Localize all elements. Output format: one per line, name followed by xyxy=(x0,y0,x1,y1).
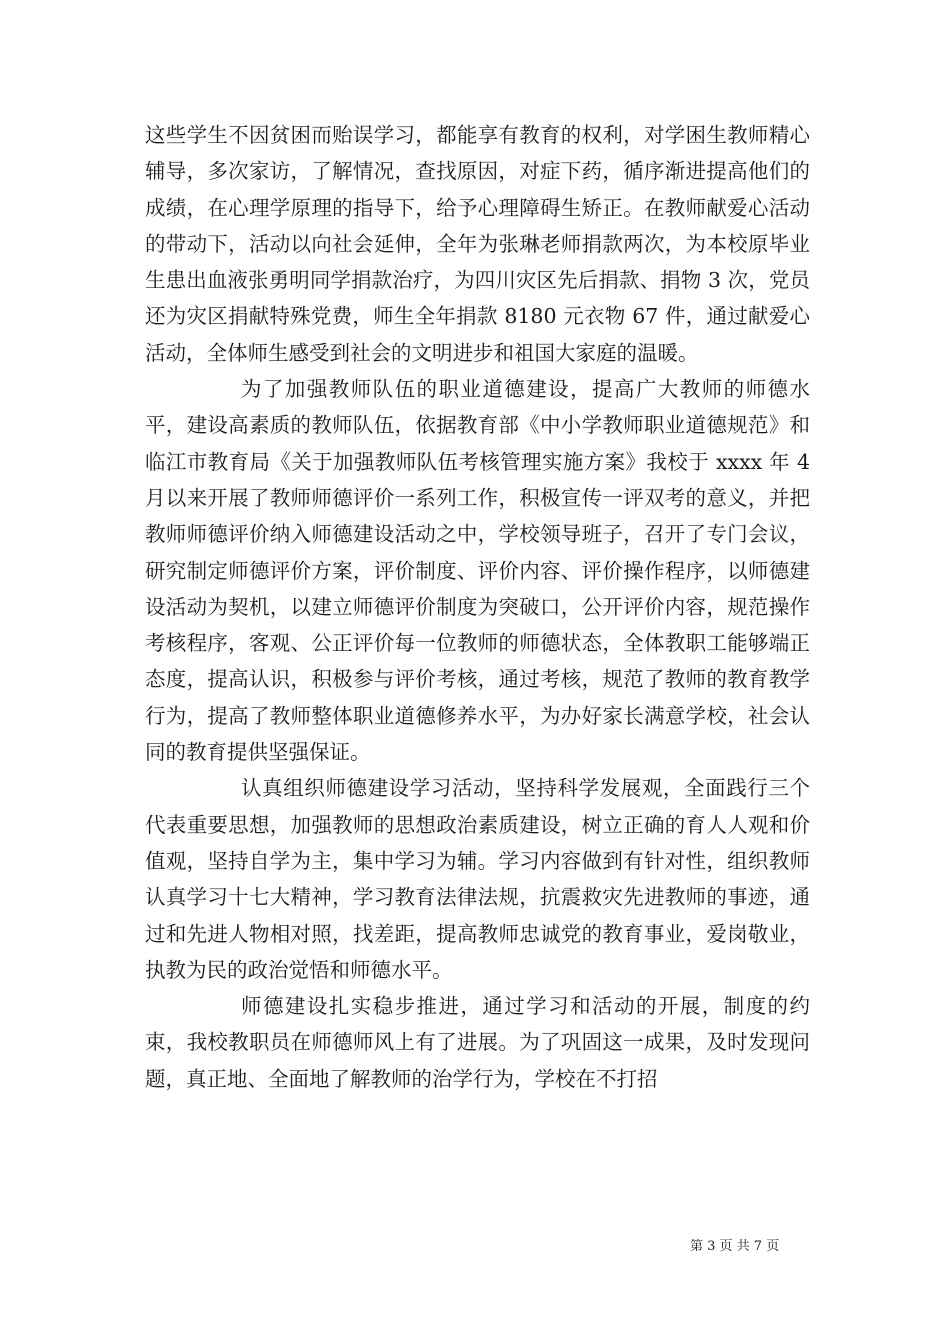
document-body xyxy=(145,117,810,1097)
paragraph-1: 这些学生不因贫困而贻误学习，都能享有教育的权利，对学困生教师精心辅导，多次家访，了解情况，查找原因，对症下药，循序渐进提高他们的成绩，在心理学原理的指导下，给予心理障碍生矫正。在教师献爱心活动的带动下，活动以向社会延伸，全年为张琳老师捐款两次，为本校原毕业生患出血液张勇明同学捐款治疗，为四川灾区先后捐款、捐物 3 次，党员还为灾区捐献特殊党费，师生全年捐款 8180 元衣物 67 件，通过献爱心活动，全体师生感受到社会的文明进步和祖国大家庭的温暖。 xyxy=(145,123,810,365)
paragraph-2: 为了加强教师队伍的职业道德建设，提高广大教师的师德水平，建设高素质的教师队伍，依据教育部《中小学教师职业道德规范》和临江市教育局《关于加强教师队伍考核管理实施方案》我校于 xxxx 年 4 月以来开展了教师师德评价一系列工作，积极宣传一评双考的意义，并把教师师德评价纳入师德建设活动之中，学校领导班子，召开了专门会议，研究制定师德评价方案，评价制度、评价内容、评价操作程序，以师德建设活动为契机，以建立师德评价制度为突破口，公开评价内容，规范操作考核程序，客观、公正评价每一位教师的师德状态，全体教职工能够端正态度，提高认识，积极参与评价考核，通过考核，规范了教师的教育教学行为，提高了教师整体职业道德修养水平，为办好家长满意学校，社会认同的教育提供坚强保证。 xyxy=(145,377,810,765)
page-number: 第 3 页 共 7 页 xyxy=(690,1239,780,1254)
paragraph-3: 认真组织师德建设学习活动，坚持科学发展观，全面践行三个代表重要思想，加强教师的思想政治素质建设，树立正确的育人人观和价值观，坚持自学为主，集中学习为辅。学习内容做到有针对性，组织教师认真学习十七大精神，学习教育法律法规，抗震救灾先进教师的事迹，通过和先进人物相对照，找差距，提高教师忠诚党的教育事业，爱岗敬业，执教为民的政治觉悟和师德水平。 xyxy=(145,776,810,982)
paragraph-4: 师德建设扎实稳步推进，通过学习和活动的开展，制度的约束，我校教职员在师德师风上有了进展。为了巩固这一成果，及时发现问题，真正地、全面地了解教师的治学行为，学校在不打招 xyxy=(145,994,810,1091)
